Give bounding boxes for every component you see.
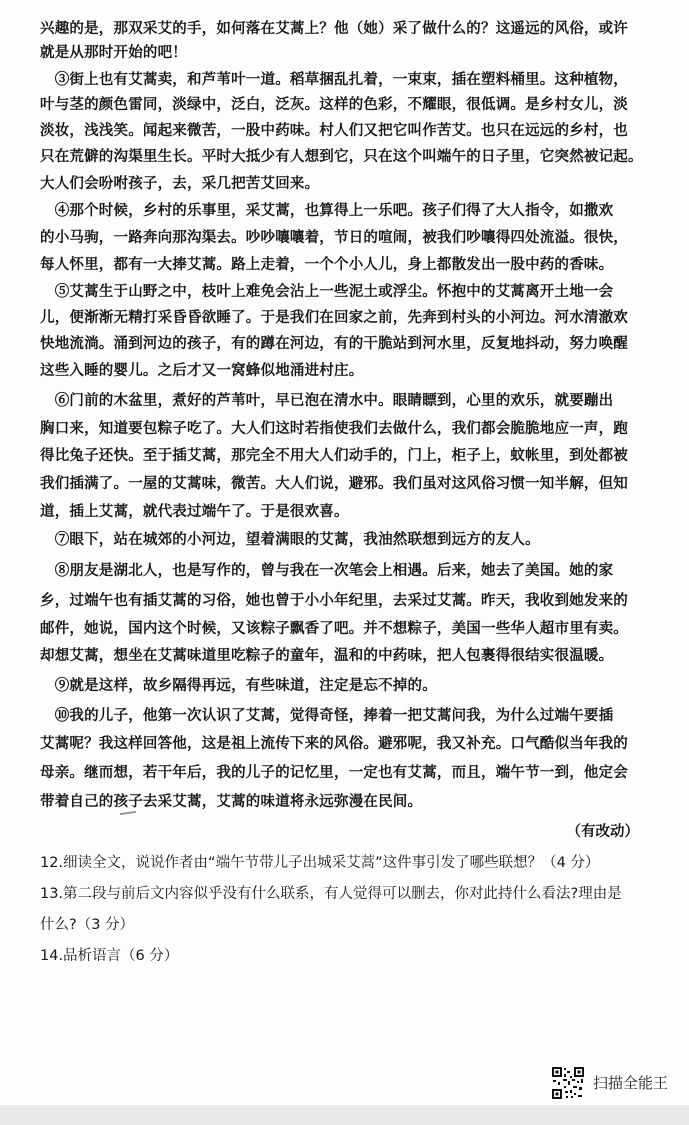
article-line: ⑩我的儿子，他第一次认识了艾蒿，觉得奇怪，捧着一把艾蒿问我，为什么过端午要插	[40, 707, 614, 724]
article-line: 的小马驹，一路奔向那沟渠去。吵吵嚷嚷着，节日的喧闹，被我们吵嚷得四处流溢。很快，	[40, 229, 628, 246]
article-line: 兴趣的是，那双采艾的手，如何落在艾蒿上？他（她）采了做什么的？这遥远的风俗，或许	[40, 20, 628, 37]
article-line: 淡妆，浅浅笑。闻起来微苦，一股中药味。村人们又把它叫作苦艾。也只在远远的乡村，也	[40, 122, 628, 139]
article-line: ⑨就是这样，故乡隔得再远，有些味道，注定是忘不掉的。	[40, 677, 437, 694]
article-line: 乡，过端午也有插艾蒿的习俗，她也曾于小小年纪里，去采过艾蒿。昨天，我收到她发来的	[40, 592, 628, 609]
scanner-brand-label: 扫描全能王	[593, 1074, 669, 1092]
article-line: 只在荒僻的沟渠里生长。平时大抵少有人想到它，只在这个叫端午的日子里，它突然被记起。	[40, 148, 643, 165]
article-line: 却想艾蒿，想坐在艾蒿味道里吃粽子的童年，温和的中药味，把人包裹得很结实很温暖。	[40, 647, 614, 664]
article-line: 胸口来，知道要包粽子吃了。大人们这时若指使我们去做什么，我们都会脆脆地应一声，跑	[40, 420, 628, 437]
article-line: 带着自己的孩子去采艾蒿，艾蒿的味道将永远弥漫在民间。	[40, 793, 423, 810]
article-line: 每人怀里，都有一大捧艾蒿。路上走着，一个个小人儿，身上都散发出一股中药的香味。	[40, 256, 614, 273]
article-line: ③街上也有艾蒿卖，和芦苇叶一道。稻草捆乱扎着，一束束，插在塑料桶里。这种植物，	[40, 71, 628, 88]
article-line: ⑥门前的木盆里，煮好的芦苇叶，早已泡在清水中。眼睛瞟到，心里的欢乐，就要蹦出	[40, 392, 614, 409]
article-line: 艾蒿呢？我这样回答他，这是祖上流传下来的风俗。避邪呢，我又补充。口气酷似当年我的	[40, 735, 628, 752]
article-line: 就是从那时开始的吧！	[40, 44, 187, 61]
article-line: ⑦眼下，站在城郊的小河边，望着满眼的艾蒿，我油然联想到远方的友人。	[40, 531, 540, 548]
question-line: 13.第二段与前后文内容似乎没有什么联系，有人觉得可以删去，你对此持什么看法?理由是	[40, 886, 622, 902]
source-note: （有改动）	[566, 823, 639, 840]
question-line: 12.细读全文，说说作者由“端午节带儿子出城采艾蒿”这件事引发了哪些联想？（4 分）	[40, 855, 600, 871]
article-line: 这些入睡的婴儿。之后才又一窝蜂似地涌进村庄。	[40, 362, 364, 379]
article-line: 邮件，她说，国内这个时候，又该粽子飘香了吧。并不想粽子，美国一些华人超市里有卖。	[40, 620, 628, 637]
article-line: 得比兔子还快。至于插艾蒿，那完全不用大人们动手的，门上，柜子上，蚊帐里，到处都被	[40, 447, 628, 464]
article-line: 快地流淌。涌到河边的孩子，有的蹲在河边，有的干脆站到河水里，反复地抖动，努力唤醒	[40, 335, 628, 352]
article-line: 叶与茎的颜色雷同，淡绿中，泛白，泛灰。这样的色彩，不耀眼，很低调。是乡村女儿，淡	[40, 96, 628, 113]
bottom-strip	[0, 1105, 689, 1125]
article-line: ⑤艾蒿生于山野之中，枝叶上难免会沾上一些泥土或浮尘。怀抱中的艾蒿离开土地一会	[40, 283, 614, 300]
article-line: ④那个时候，乡村的乐事里，采艾蒿，也算得上一乐吧。孩子们得了大人指令，如撒欢	[40, 202, 614, 219]
article-line: ⑧朋友是湖北人，也是写作的，曾与我在一次笔会上相遇。后来，她去了美国。她的家	[40, 562, 614, 579]
article-line: 道，插上艾蒿，就代表过端午了。于是很欢喜。	[40, 503, 349, 520]
article-line: 儿，便渐渐无精打采昏昏欲睡了。于是我们在回家之前，先奔到村头的小河边。河水清澈欢	[40, 309, 628, 326]
question-line: 什么?（3 分）	[40, 917, 135, 933]
article-line: 母亲。继而想，若干年后，我的儿子的记忆里，一定也有艾蒿，而且，端午节一到，他定会	[40, 764, 628, 781]
article-line: 我们插满了。一屋的艾蒿味，微苦。大人们说，避邪。我们虽对这风俗习惯一知半解，但知	[40, 475, 628, 492]
question-line: 14.品析语言（6 分）	[40, 948, 179, 964]
article-line: 大人们会吩咐孩子，去，采几把苦艾回来。	[40, 175, 320, 192]
qr-code-icon	[551, 1066, 585, 1100]
